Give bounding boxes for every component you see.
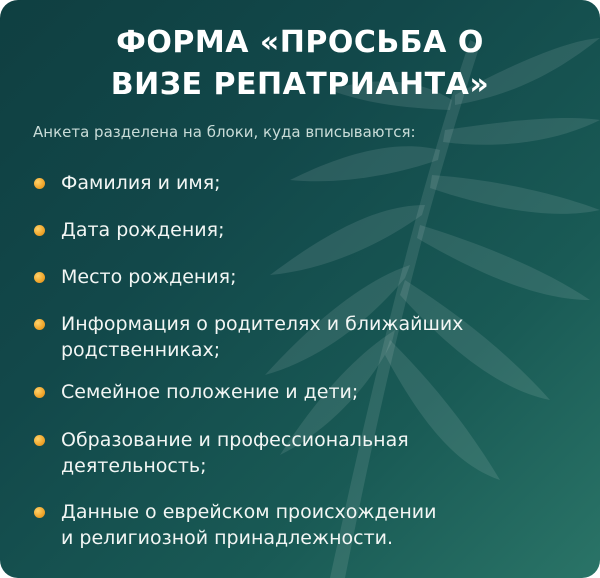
bullet-dot-icon bbox=[34, 435, 45, 446]
list-item-text: Дата рождения; bbox=[61, 219, 225, 241]
title-line-2: ВИЗЕ РЕПАТРИАНТА» bbox=[110, 67, 490, 102]
list-item-text: Место рождения; bbox=[61, 266, 237, 288]
title-line-1: ФОРМА «ПРОСЬБА О bbox=[116, 25, 484, 60]
bullet-dot-icon bbox=[34, 507, 45, 518]
page-title bbox=[0, 22, 600, 106]
list-item-text: Информация о родителях и ближайших родственниках; bbox=[61, 313, 464, 361]
bullet-dot-icon bbox=[34, 319, 45, 330]
bullet-dot-icon bbox=[34, 178, 45, 189]
intro-text: Анкета разделена на блоки, куда вписываются: bbox=[33, 123, 416, 141]
list-item-text: Данные о еврейском происхождении и религиозной принадлежности. bbox=[61, 501, 437, 549]
list-item-text: Образование и профессиональная деятельность; bbox=[61, 429, 409, 477]
bullet-dot-icon bbox=[34, 387, 45, 398]
list-item-text: Фамилия и имя; bbox=[61, 172, 221, 194]
list-item-text: Семейное положение и дети; bbox=[61, 381, 359, 403]
bullet-dot-icon bbox=[34, 225, 45, 236]
bullet-dot-icon bbox=[34, 272, 45, 283]
